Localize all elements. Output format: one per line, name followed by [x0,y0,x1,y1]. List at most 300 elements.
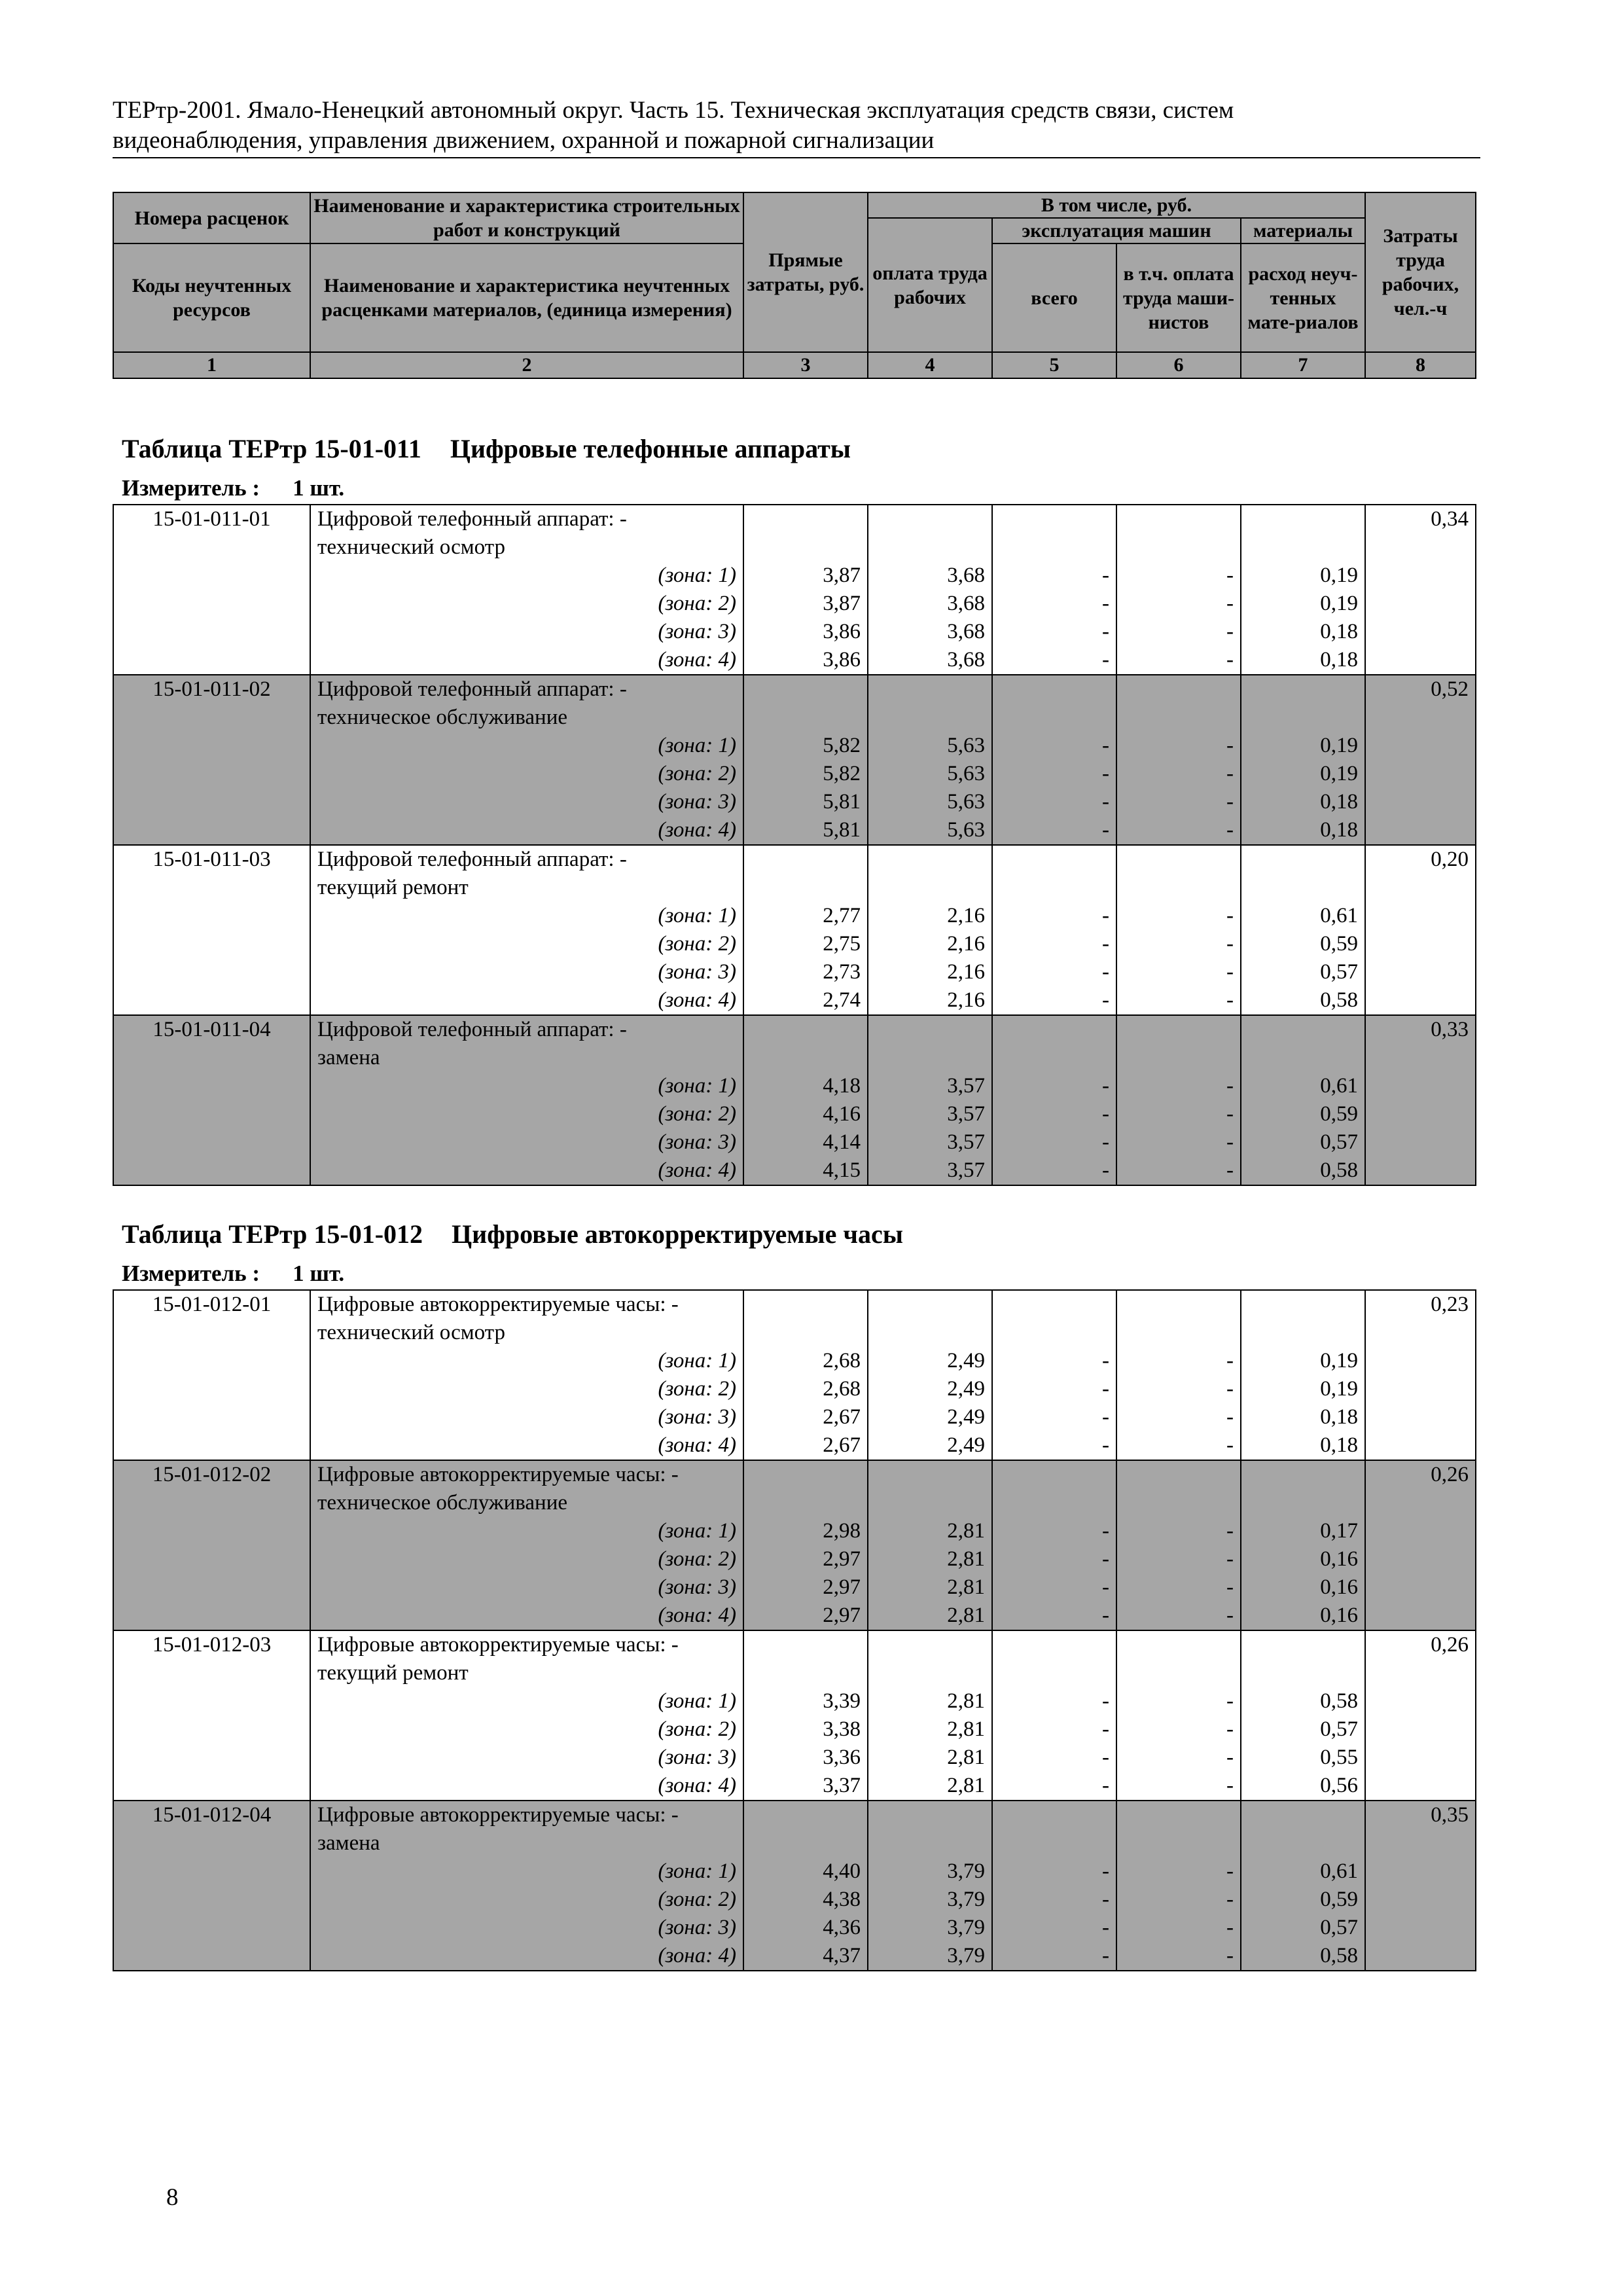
machinist-wage-cell [1116,1290,1241,1460]
machinist-wage-cell [1116,1630,1241,1801]
machinist-wage: - [1226,1102,1234,1126]
blank-line [1124,675,1234,704]
rate-code-cell [113,1801,310,1971]
blank-line [875,1829,985,1857]
blank-line [1124,1659,1234,1687]
rate-code: 15-01-011-04 [152,1018,271,1041]
blank-line [999,533,1109,562]
material-cost: 0,58 [1320,1689,1358,1713]
machinist-wage: - [1226,1158,1234,1182]
machine-total: - [1102,1717,1109,1741]
machinist-wage: - [1226,1717,1234,1741]
zone-label: (зона: 4) [658,1158,736,1182]
material-cost: 0,19 [1320,734,1358,757]
header-resource-codes: Коды неучтенных ресурсов [113,243,310,352]
blank-line [999,704,1109,732]
machinist-wage-cell [1116,845,1241,1015]
direct-cost: 2,73 [823,960,861,984]
rate-name-line: Цифровой телефонный аппарат: - [317,507,627,531]
labor-cost: 0,20 [1431,848,1469,871]
blank-line [999,1291,1109,1319]
rate-code: 15-01-011-03 [152,848,271,871]
material-cost-cell [1241,1801,1365,1971]
worker-wage: 3,79 [947,1888,985,1911]
zone-label: (зона: 3) [658,1405,736,1429]
blank-line [875,1659,985,1687]
zone-label: (зона: 2) [658,1717,736,1741]
material-cost: 0,59 [1320,1102,1358,1126]
machine-total: - [1102,1916,1109,1939]
direct-cost: 3,38 [823,1717,861,1741]
worker-wage: 2,81 [947,1519,985,1543]
worker-wage: 2,49 [947,1405,985,1429]
zone-label: (зона: 3) [658,1130,736,1154]
blank-line [999,1016,1109,1044]
zone-label: (зона: 2) [658,932,736,956]
blank-line [751,1489,861,1517]
column-number: 5 [992,352,1116,378]
rates-table [113,504,1476,1186]
rate-name-cell [310,675,743,845]
header-work-name: Наименование и характеристика строительных работ и конструкций [310,192,743,243]
worker-wage: 2,81 [947,1746,985,1769]
material-cost: 0,58 [1320,988,1358,1012]
direct-cost-cell [743,845,868,1015]
column-number: 2 [310,352,743,378]
blank-line [999,1489,1109,1517]
rate-row [113,505,1476,675]
zone-label: (зона: 1) [658,1519,736,1543]
material-cost: 0,59 [1320,1888,1358,1911]
rate-code: 15-01-011-01 [152,507,271,531]
worker-wage: 5,63 [947,734,985,757]
rate-name-line: Цифровые автокорректируемые часы: - [317,1803,679,1827]
machinist-wage-cell [1116,675,1241,845]
direct-cost: 4,15 [823,1158,861,1182]
blank-line [1124,1631,1234,1659]
rate-name-cell [310,1460,743,1630]
machine-total: - [1102,1774,1109,1797]
machinist-wage: - [1226,1130,1234,1154]
column-number: 6 [1116,352,1241,378]
worker-wage: 3,57 [947,1130,985,1154]
material-cost-cell [1241,1460,1365,1630]
blank-line [999,846,1109,874]
zone-label: (зона: 2) [658,1888,736,1911]
machine-total: - [1102,1888,1109,1911]
zone-label: (зона: 2) [658,1102,736,1126]
labor-cost-cell [1365,505,1476,675]
material-cost: 0,55 [1320,1746,1358,1769]
header-including-group: В том числе, руб. [868,192,1365,218]
machinist-wage: - [1226,960,1234,984]
rate-row [113,1460,1476,1630]
direct-cost: 4,40 [823,1859,861,1883]
rate-name-line: техническое обслуживание [317,1491,568,1515]
zone-label: (зона: 4) [658,1944,736,1967]
worker-wage: 3,68 [947,564,985,587]
machine-total: - [1102,1575,1109,1599]
machinist-wage: - [1226,1547,1234,1571]
labor-cost: 0,26 [1431,1633,1469,1657]
rate-row [113,1015,1476,1185]
rate-name-line: Цифровой телефонный аппарат: - [317,1018,627,1041]
blank-line [875,1631,985,1659]
direct-cost: 2,68 [823,1349,861,1372]
worker-wage: 2,81 [947,1689,985,1713]
blank-line [1124,704,1234,732]
material-cost: 0,16 [1320,1547,1358,1571]
rate-row [113,1801,1476,1971]
blank-line [1248,1631,1358,1659]
zone-label: (зона: 4) [658,648,736,672]
direct-cost: 4,36 [823,1916,861,1939]
machine-total-cell [992,1801,1116,1971]
machine-total: - [1102,1377,1109,1401]
zone-label: (зона: 4) [658,988,736,1012]
blank-line [1248,1659,1358,1687]
direct-cost: 5,82 [823,762,861,785]
zone-label: (зона: 4) [658,1604,736,1627]
blank-line [875,533,985,562]
material-cost: 0,18 [1320,790,1358,814]
zone-label: (зона: 3) [658,790,736,814]
direct-cost: 3,39 [823,1689,861,1713]
rate-code-cell [113,505,310,675]
direct-cost: 2,74 [823,988,861,1012]
rate-name-cell [310,1801,743,1971]
direct-cost: 3,87 [823,592,861,615]
machinist-wage: - [1226,1575,1234,1599]
direct-cost: 2,97 [823,1604,861,1627]
worker-wage: 5,63 [947,818,985,842]
machinist-wage: - [1226,762,1234,785]
worker-wage: 3,68 [947,620,985,643]
blank-line [875,1461,985,1489]
blank-line [1124,1044,1234,1072]
machinist-wage: - [1226,1746,1234,1769]
direct-cost: 2,67 [823,1405,861,1429]
machinist-wage: - [1226,1433,1234,1457]
table-name: Цифровые автокорректируемые часы [452,1219,903,1249]
direct-cost: 2,67 [823,1433,861,1457]
header-machine-total: всего [992,243,1116,352]
rates-table [113,1289,1476,1971]
rate-code: 15-01-012-02 [152,1463,272,1486]
blank-line [999,1631,1109,1659]
rate-name-line: технический осмотр [317,535,506,559]
blank-line [751,704,861,732]
blank-line [875,1319,985,1347]
material-cost: 0,57 [1320,1717,1358,1741]
worker-wage: 3,57 [947,1158,985,1182]
labor-cost: 0,34 [1431,507,1469,531]
labor-cost-cell [1365,1290,1476,1460]
worker-wage: 3,79 [947,1944,985,1967]
machine-total: - [1102,1944,1109,1967]
machine-total: - [1102,1102,1109,1126]
direct-cost: 4,16 [823,1102,861,1126]
measure-line [122,1261,344,1287]
worker-wage-cell [868,845,992,1015]
machine-total-cell [992,845,1116,1015]
material-cost: 0,18 [1320,1433,1358,1457]
rate-row [113,675,1476,845]
direct-cost-cell [743,1801,868,1971]
blank-line [1248,704,1358,732]
blank-line [999,1801,1109,1829]
worker-wage: 2,49 [947,1433,985,1457]
zone-label: (зона: 3) [658,960,736,984]
measure-label: Измеритель : [122,1261,260,1286]
header-line-2: видеонаблюдения, управления движением, охранной и пожарной сигнализации [113,127,935,154]
column-number: 7 [1241,352,1365,378]
machinist-wage-cell [1116,1801,1241,1971]
rate-name-cell [310,1630,743,1801]
rate-name-line: текущий ремонт [317,876,469,899]
machinist-wage: - [1226,1916,1234,1939]
zone-label: (зона: 3) [658,1746,736,1769]
blank-line [1124,874,1234,902]
blank-line [1124,1319,1234,1347]
machine-total: - [1102,790,1109,814]
machinist-wage: - [1226,1604,1234,1627]
worker-wage-cell [868,1460,992,1630]
blank-line [875,1016,985,1044]
worker-wage: 2,49 [947,1377,985,1401]
rate-name-line: Цифровой телефонный аппарат: - [317,677,627,701]
blank-line [875,1044,985,1072]
machinist-wage: - [1226,1349,1234,1372]
material-cost: 0,18 [1320,818,1358,842]
machine-total: - [1102,564,1109,587]
worker-wage-cell [868,1630,992,1801]
direct-cost: 2,97 [823,1575,861,1599]
worker-wage-cell [868,1015,992,1185]
material-cost: 0,57 [1320,960,1358,984]
zone-label: (зона: 3) [658,1575,736,1599]
material-cost-cell [1241,845,1365,1015]
worker-wage: 3,57 [947,1102,985,1126]
zone-label: (зона: 4) [658,1774,736,1797]
rate-name-line: Цифровые автокорректируемые часы: - [317,1633,679,1657]
worker-wage: 2,81 [947,1547,985,1571]
machine-total: - [1102,1074,1109,1098]
worker-wage-cell [868,1801,992,1971]
machinist-wage: - [1226,592,1234,615]
blank-line [1124,1461,1234,1489]
worker-wage: 2,16 [947,988,985,1012]
material-cost: 0,56 [1320,1774,1358,1797]
material-cost-cell [1241,1290,1365,1460]
direct-cost-cell [743,1460,868,1630]
rate-code-cell [113,845,310,1015]
machine-total: - [1102,1604,1109,1627]
material-cost: 0,61 [1320,1074,1358,1098]
machinist-wage: - [1226,1888,1234,1911]
blank-line [999,675,1109,704]
material-cost: 0,61 [1320,1859,1358,1883]
rate-name-line: Цифровые автокорректируемые часы: - [317,1293,679,1316]
direct-cost: 3,36 [823,1746,861,1769]
column-number: 3 [743,352,868,378]
machinist-wage: - [1226,1944,1234,1967]
material-cost: 0,58 [1320,1944,1358,1967]
machinist-wage: - [1226,1405,1234,1429]
header-material-consumption: расход неуч-тенных мате-риалов [1241,243,1365,352]
blank-line [999,874,1109,902]
rate-row [113,845,1476,1015]
rate-code: 15-01-012-04 [152,1803,272,1827]
labor-cost-cell [1365,1801,1476,1971]
direct-cost: 3,87 [823,564,861,587]
header-direct-costs: Прямые затраты, руб. [743,192,868,352]
rate-name-line: технический осмотр [317,1321,506,1344]
worker-wage: 2,81 [947,1604,985,1627]
machinist-wage-cell [1116,1015,1241,1185]
zone-label: (зона: 4) [658,1433,736,1457]
blank-line [1248,1489,1358,1517]
direct-cost: 4,37 [823,1944,861,1967]
worker-wage: 5,63 [947,790,985,814]
rate-name-line: техническое обслуживание [317,706,568,729]
blank-line [751,874,861,902]
machinist-wage: - [1226,988,1234,1012]
rate-name-cell [310,845,743,1015]
machinist-wage: - [1226,648,1234,672]
rate-code: 15-01-012-01 [152,1293,272,1316]
zone-label: (зона: 1) [658,1349,736,1372]
machine-total-cell [992,1460,1116,1630]
machine-total-cell [992,675,1116,845]
machine-total: - [1102,648,1109,672]
machine-total: - [1102,932,1109,956]
blank-line [1248,1044,1358,1072]
worker-wage-cell [868,505,992,675]
direct-cost-cell [743,505,868,675]
blank-line [751,505,861,533]
labor-cost-cell [1365,1015,1476,1185]
material-cost: 0,61 [1320,904,1358,927]
machine-total: - [1102,1130,1109,1154]
table-name: Цифровые телефонные аппараты [450,434,851,463]
rate-code: 15-01-012-03 [152,1633,272,1657]
machine-total-cell [992,1630,1116,1801]
measure-label: Измеритель : [122,475,260,501]
worker-wage-cell [868,1290,992,1460]
labor-cost: 0,35 [1431,1803,1469,1827]
blank-line [999,1461,1109,1489]
blank-line [875,874,985,902]
zone-label: (зона: 1) [658,734,736,757]
labor-cost: 0,23 [1431,1293,1469,1316]
page-header [113,96,1480,158]
rate-name-cell [310,1015,743,1185]
blank-line [1248,1319,1358,1347]
material-cost: 0,58 [1320,1158,1358,1182]
labor-cost: 0,26 [1431,1463,1469,1486]
blank-line [875,675,985,704]
blank-line [1248,1801,1358,1829]
material-cost: 0,59 [1320,932,1358,956]
material-cost: 0,57 [1320,1130,1358,1154]
machinist-wage: - [1226,1689,1234,1713]
blank-line [1248,1291,1358,1319]
rate-code-cell [113,675,310,845]
material-cost-cell [1241,1015,1365,1185]
material-cost: 0,16 [1320,1604,1358,1627]
machinist-wage: - [1226,1074,1234,1098]
machinist-wage-cell [1116,1460,1241,1630]
rate-code-cell [113,1630,310,1801]
zone-label: (зона: 1) [658,1689,736,1713]
rate-name-line: замена [317,1831,380,1855]
direct-cost: 3,86 [823,648,861,672]
direct-cost-cell [743,1015,868,1185]
machine-total: - [1102,592,1109,615]
material-cost: 0,18 [1320,620,1358,643]
blank-line [1248,505,1358,533]
direct-cost: 2,75 [823,932,861,956]
direct-cost: 2,97 [823,1547,861,1571]
zone-label: (зона: 1) [658,564,736,587]
worker-wage: 2,16 [947,960,985,984]
material-cost: 0,16 [1320,1575,1358,1599]
worker-wage: 3,79 [947,1916,985,1939]
machine-total: - [1102,734,1109,757]
blank-line [1124,1016,1234,1044]
zone-label: (зона: 4) [658,818,736,842]
material-cost-cell [1241,1630,1365,1801]
rate-row [113,1290,1476,1460]
direct-cost: 5,81 [823,818,861,842]
machine-total: - [1102,762,1109,785]
machinist-wage: - [1226,564,1234,587]
zone-label: (зона: 2) [658,762,736,785]
column-header-table [113,192,1476,379]
machine-total: - [1102,1349,1109,1372]
machine-total: - [1102,1405,1109,1429]
worker-wage: 2,81 [947,1774,985,1797]
blank-line [751,1461,861,1489]
machine-total: - [1102,1746,1109,1769]
blank-line [751,533,861,562]
blank-line [1248,874,1358,902]
header-machine-operation: эксплуатация машин [992,218,1241,243]
column-number-row [113,352,1476,378]
direct-cost: 3,37 [823,1774,861,1797]
machinist-wage: - [1226,932,1234,956]
machinist-wage: - [1226,904,1234,927]
machine-total: - [1102,1859,1109,1883]
header-machinist-wages: в т.ч. оплата труда маши-нистов [1116,243,1241,352]
rate-name-line: Цифровые автокорректируемые часы: - [317,1463,679,1486]
material-cost: 0,19 [1320,592,1358,615]
zone-label: (зона: 1) [658,904,736,927]
column-number: 1 [113,352,310,378]
blank-line [999,505,1109,533]
machinist-wage: - [1226,818,1234,842]
rate-code: 15-01-011-02 [152,677,271,701]
machinist-wage: - [1226,790,1234,814]
machine-total: - [1102,904,1109,927]
direct-cost-cell [743,675,868,845]
material-cost: 0,19 [1320,1349,1358,1372]
direct-cost: 3,86 [823,620,861,643]
machine-total: - [1102,1158,1109,1182]
blank-line [1248,1016,1358,1044]
material-cost-cell [1241,505,1365,675]
